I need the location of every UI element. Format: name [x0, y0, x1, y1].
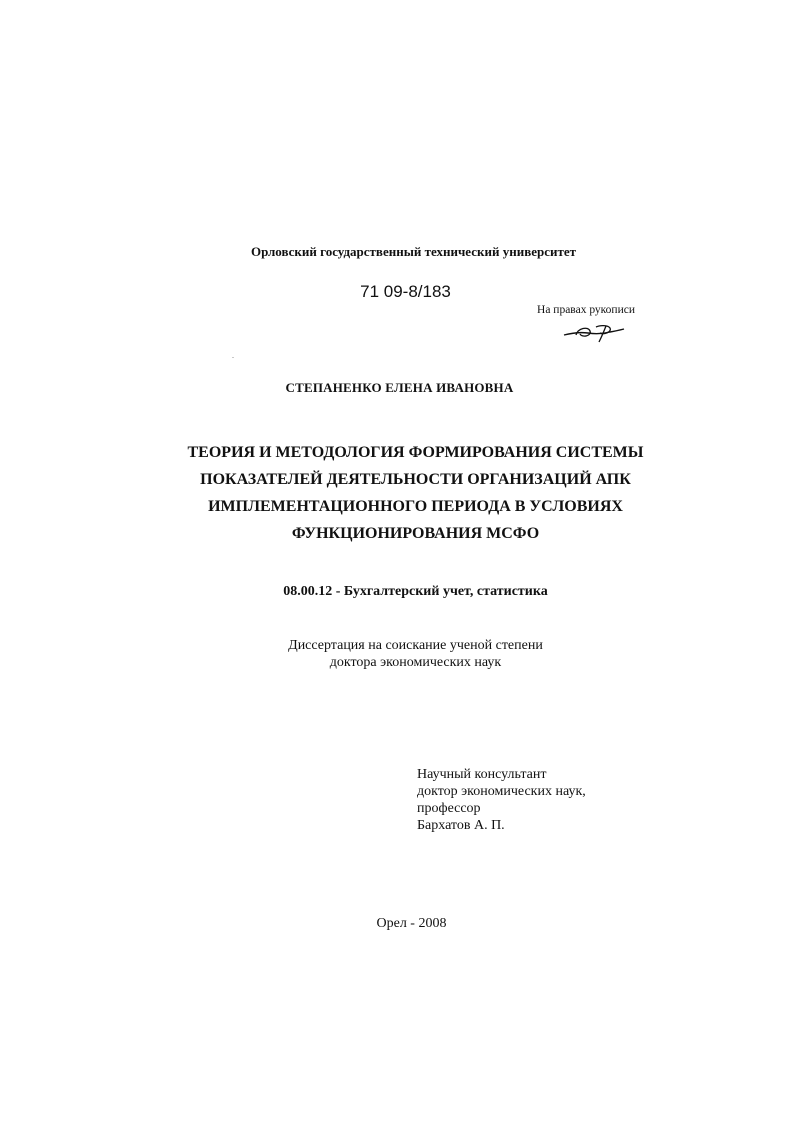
consultant-line: профессор: [417, 801, 481, 816]
signature-icon: [562, 320, 626, 344]
specialty: 08.00.12 - Бухгалтерский учет, статистика: [283, 584, 548, 599]
title-line: ТЕОРИЯ И МЕТОДОЛОГИЯ ФОРМИРОВАНИЯ СИСТЕМЫ: [187, 444, 644, 461]
city-year: Орел - 2008: [376, 916, 447, 931]
manuscript-rights-note: На правах рукописи: [537, 304, 635, 316]
degree-line: доктора экономических наук: [329, 655, 502, 670]
university-name: Орловский государственный технический университет: [250, 244, 577, 259]
dissertation-degree: [18, 637, 795, 671]
archive-code: 71 09-8/183: [360, 282, 451, 301]
consultant-line: Научный консультант: [417, 767, 547, 782]
scan-speck: [232, 357, 234, 358]
consultant-line: доктор экономических наук,: [417, 784, 586, 799]
scientific-consultant: [417, 766, 586, 834]
title-line: ФУНКЦИОНИРОВАНИЯ МСФО: [291, 525, 540, 542]
title-line: ИМПЛЕМЕНТАЦИОННОГО ПЕРИОДА В УСЛОВИЯХ: [208, 498, 623, 515]
degree-line: Диссертация на соискание ученой степени: [288, 638, 543, 653]
title-line: ПОКАЗАТЕЛЕЙ ДЕЯТЕЛЬНОСТИ ОРГАНИЗАЦИЙ АПК: [200, 471, 631, 488]
author-name: СТЕПАНЕНКО ЕЛЕНА ИВАНОВНА: [285, 380, 514, 395]
dissertation-title: [18, 439, 795, 547]
consultant-line: Бархатов А. П.: [417, 818, 505, 833]
